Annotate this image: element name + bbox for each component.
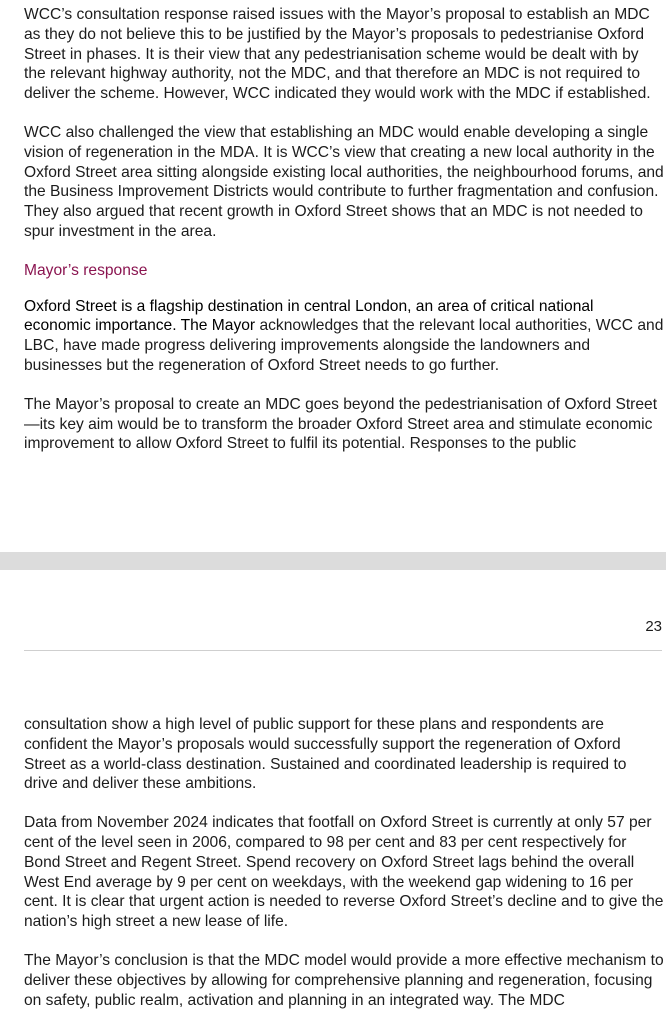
page-content [24,715,664,1029]
mayor-response-text: acknowledges that the relevant local authorities, WCC and LBC, have made progress delivering improvements alongside the landowners and businesses but the regeneration of Oxford Street needs to go further. [24,317,664,374]
consultation-paragraph: consultation show a high level of public support for these plans and respondents are confident the Mayor’s proposals would successfully support the regeneration of Oxford Street as a world-class destination. Sustained and coordinated leadership is required to drive and deliver these ambitions. [24,716,627,793]
header-divider [24,650,662,651]
mayor-conclusion-paragraph: The Mayor’s conclusion is that the MDC model would provide a more effective mechanism to deliver these objectives by allowing for comprehensive planning and regeneration, focusing on safety, public realm, activation and planning in an integrated way. The MDC [24,951,664,1009]
footfall-data-paragraph: Data from November 2024 indicates that footfall on Oxford Street is currently at only 57 per cent of the level seen in 2006, compared to 98 per cent and 83 per cent respectively for Bond Street and Regent Street. Spend recovery on Oxford Street lags behind the overall West End average by 9 per cent on weekdays, with the weekend gap widening to 16 per cent. It is clear that urgent action is needed to reverse Oxford Street’s decline and to give the nation’s high street a new lease of life. [24,814,664,931]
wcc-concerns-paragraph: WCC’s consultation response raised issues with the Mayor’s proposal to establish an MDC as they do not believe this to be justified by the Mayor’s proposals to pedestrianise Oxford Street in phases. It is their view that any pedestrianisation scheme would be dealt with by the relevant highway authority, not the MDC, and that therefore an MDC is not required to deliver the scheme. However, WCC indicated they would work with the MDC if established. [24,6,651,103]
mayor-response-paragraph [24,297,664,376]
page-separator [0,552,666,570]
page-number: 23 [645,618,662,635]
mdc-proposal-paragraph: The Mayor’s proposal to create an MDC goes beyond the pedestrianisation of Oxford Street—its key aim would be to transform the broader Oxford Street area and stimulate economic improvement to allow Oxford Street to fulfil its potential. Responses to the public [24,395,658,453]
section-heading: Mayor’s response [24,261,148,279]
page-content [24,5,664,473]
document-page-bottom [0,570,666,1009]
mayor-response-emphasis: Oxford Street is a flagship destination in central London, an area of critical national economic importance. The Mayor [24,297,594,335]
wcc-challenge-paragraph: WCC also challenged the view that establishing an MDC would enable developing a single vision of regeneration in the MDA. It is WCC’s view that creating a new local authority in the Oxford Street area sitting alongside existing local authorities, the neighbourhood forums, and the Business Improvement Districts would contribute to further fragmentation and confusion. They also argued that recent growth in Oxford Street shows that an MDC is not needed to spur investment in the area. [24,123,664,240]
